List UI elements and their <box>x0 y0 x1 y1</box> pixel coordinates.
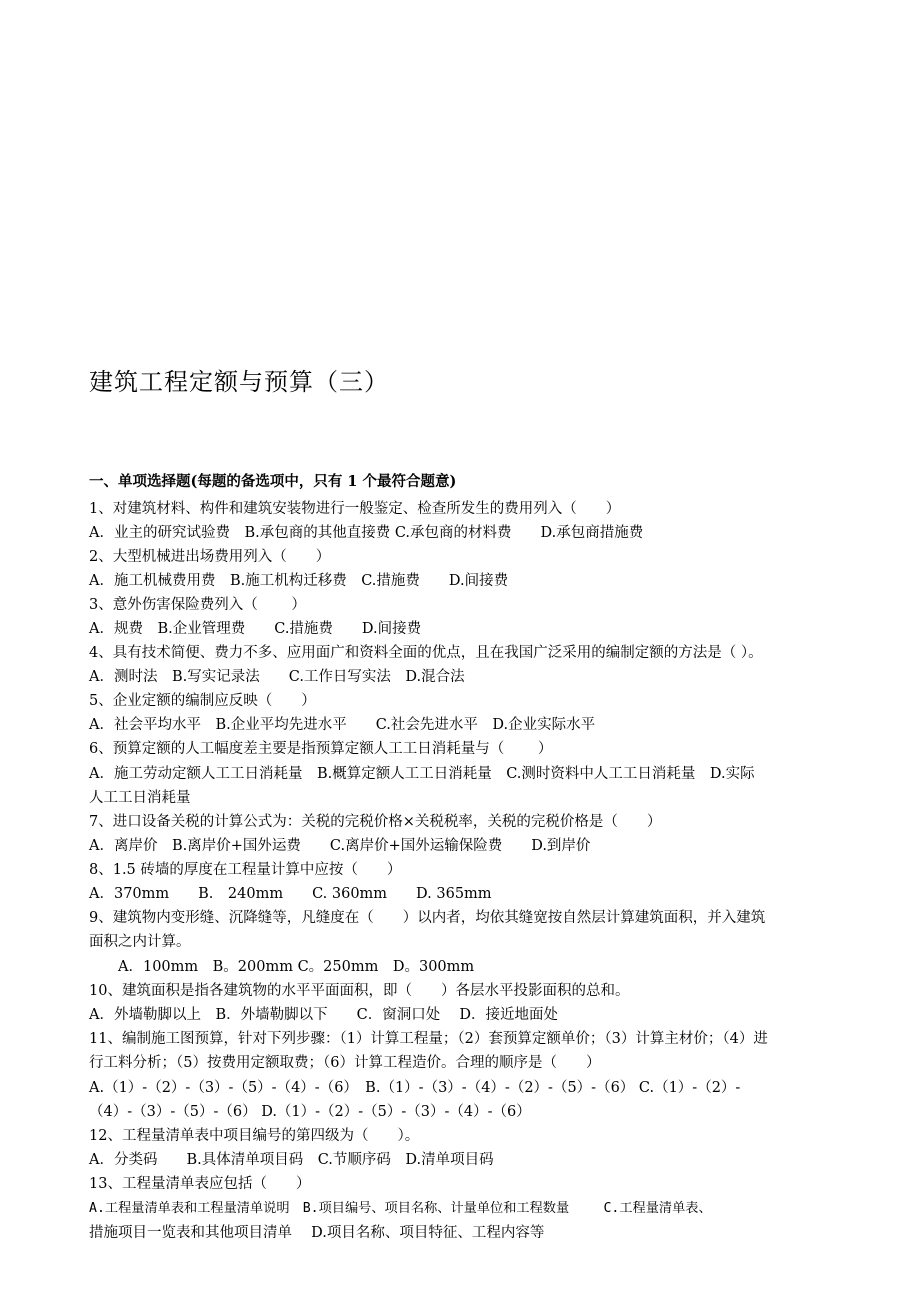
question-13-options: A.工程量清单表和工程量清单说明 B.项目编号、项目名称、计量单位和工程数量 C.工程量清单表、 <box>89 1201 712 1216</box>
question-12: 12、工程量清单表中项目编号的第四级为（ ）。 <box>89 1128 420 1144</box>
question-13: 13、工程量清单表应包括（ ） <box>89 1176 311 1192</box>
question-7-options: A．离岸价 B.离岸价+国外运费 C.离岸价+国外运输保险费 D.到岸价 <box>89 838 591 854</box>
question-11: 11、编制施工图预算，针对下列步骤：（1）计算工程量；（2）套预算定额单价；（3）计算主材价；（4）进 <box>89 1031 768 1047</box>
question-2-options: A．施工机械费用费 B.施工机构迁移费 C.措施费 D.间接费 <box>89 573 509 589</box>
question-3: 3、意外伤害保险费列入（ ） <box>89 597 306 613</box>
document-title: 建筑工程定额与预算（三） <box>89 368 389 396</box>
section-heading: 一、单项选择题(每题的备选项中，只有 1 个最符合题意) <box>89 473 457 490</box>
question-5: 5、企业定额的编制应反映（ ） <box>89 693 316 709</box>
question-8-options: A．370mm B. 240mm C. 360mm D. 365mm <box>89 886 492 902</box>
question-11-options-cont: （4）-（3）-（5）-（6） D.（1）-（2）-（5）-（3）-（4）-（6） <box>89 1104 531 1120</box>
question-1-options: A．业主的研究试验费 B.承包商的其他直接费 C.承包商的材料费 D.承包商措施费 <box>89 525 644 541</box>
question-3-options: A．规费 B.企业管理费 C.措施费 D.间接费 <box>89 621 422 637</box>
question-11-options: A.（1）-（2）-（3）-（5）-（4）-（6） B.（1）-（3）-（4）-（2）-（5）-（6） C.（1）-（2）- <box>89 1080 741 1096</box>
question-5-options: A．社会平均水平 B.企业平均先进水平 C.社会先进水平 D.企业实际水平 <box>89 717 596 733</box>
question-11-cont: 行工料分析；（5）按费用定额取费；（6）计算工程造价。合理的顺序是（ ） <box>89 1055 601 1071</box>
question-9-cont: 面积之内计算。 <box>89 934 191 950</box>
question-10: 10、建筑面积是指各建筑物的水平平面面积，即（ ）各层水平投影面积的总和。 <box>89 983 630 999</box>
question-1: 1、对建筑材料、构件和建筑安装物进行一般鉴定、检查所发生的费用列入（ ） <box>89 501 621 517</box>
question-9: 9、建筑物内变形缝、沉降缝等，凡缝度在（ ）以内者，均依其缝宽按自然层计算建筑面积，并入建筑 <box>89 910 766 926</box>
question-6-options-cont: 人工工日消耗量 <box>89 790 191 806</box>
question-4-options: A．测时法 B.写实记录法 C.工作日写实法 D.混合法 <box>89 669 465 685</box>
question-10-options: A．外墙勒脚以上 B．外墙勒脚以下 C．窗洞口处 D．接近地面处 <box>89 1007 558 1023</box>
question-12-options: A．分类码 B.具体清单项目码 C.节顺序码 D.清单项目码 <box>89 1152 494 1168</box>
question-7: 7、进口设备关税的计算公式为：关税的完税价格×关税税率，关税的完税价格是（ ） <box>89 814 662 830</box>
question-4: 4、具有技术简便、费力不多、应用面广和资料全面的优点，且在我国广泛采用的编制定额的方法是（ ）。 <box>89 645 763 661</box>
question-2: 2、大型机械进出场费用列入（ ） <box>89 549 331 565</box>
question-6-options: A．施工劳动定额人工工日消耗量 B.概算定额人工工日消耗量 C.测时资料中人工工日消耗量 D.实际 <box>89 766 755 782</box>
question-6: 6、预算定额的人工幅度差主要是指预算定额人工工日消耗量与（ ） <box>89 741 553 757</box>
question-8: 8、1.5 砖墙的厚度在工程量计算中应按（ ） <box>89 862 402 878</box>
question-13-options-cont: 措施项目一览表和其他项目清单 D.项目名称、项目特征、工程内容等 <box>89 1225 545 1241</box>
question-9-options: A．100mm B。200mm C。250mm D。300mm <box>118 959 475 975</box>
